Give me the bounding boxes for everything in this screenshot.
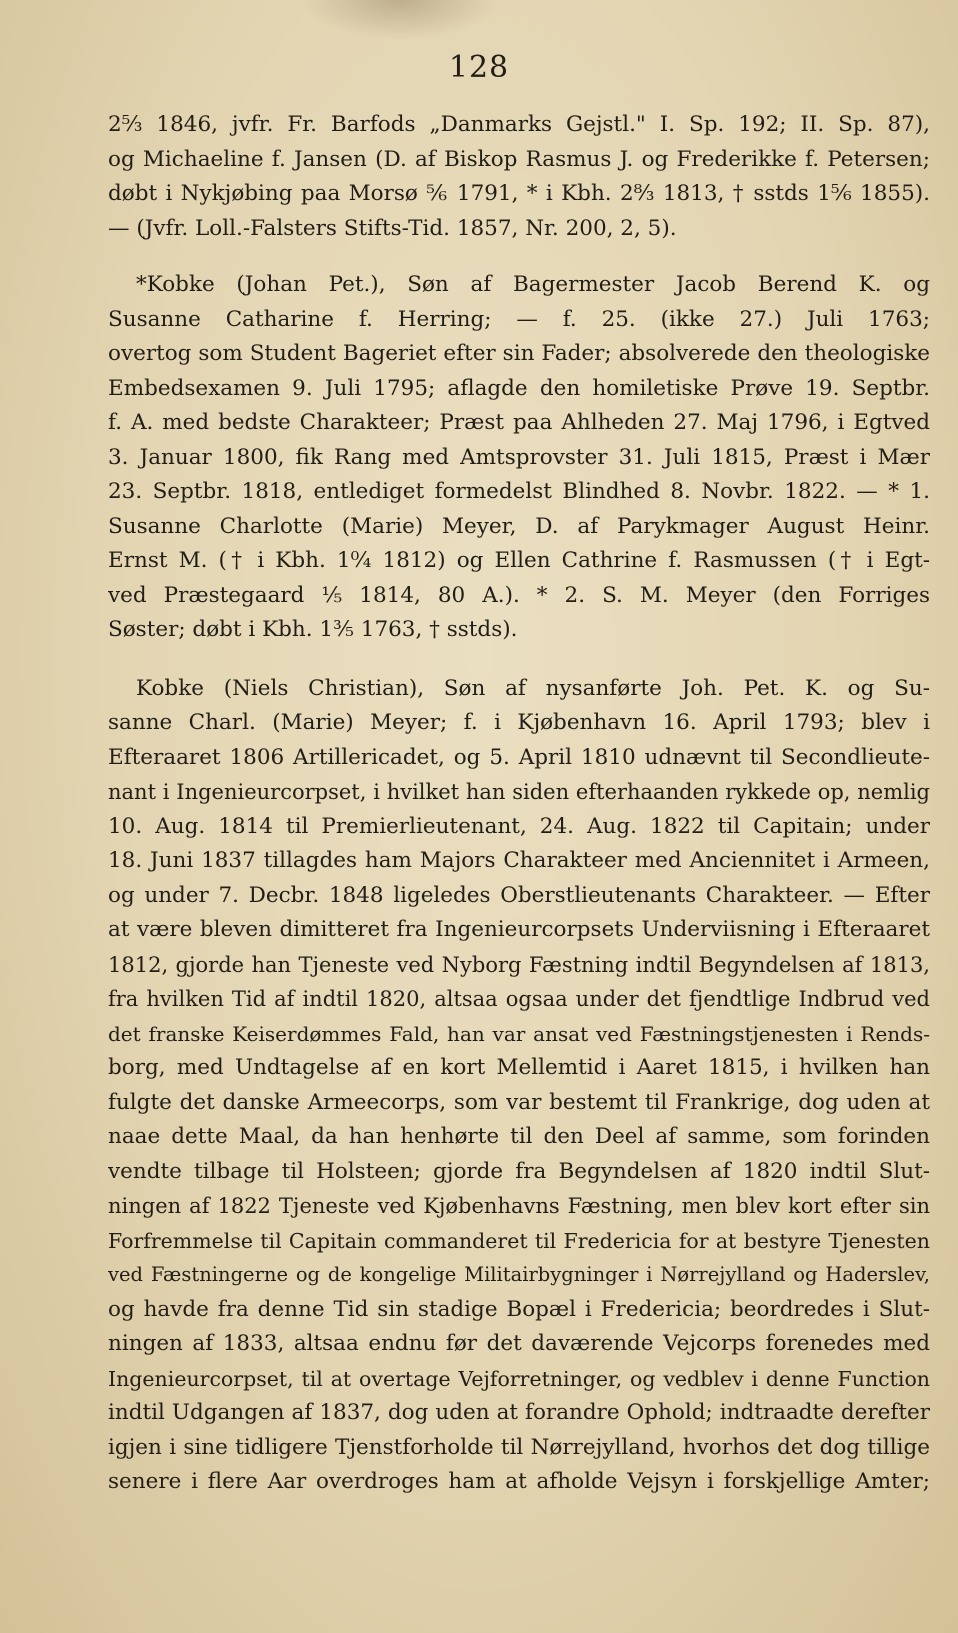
binding-shadow bbox=[300, 0, 500, 40]
page-text bbox=[108, 108, 930, 1500]
text-line: vendte tilbage til Holsteen; gjorde fra Begyndelsen af 1820 indtil Slut- bbox=[108, 1158, 930, 1184]
text-line: og havde fra denne Tid sin stadige Bopæl i Fredericia; beordredes i Slut- bbox=[108, 1296, 930, 1322]
text-line: 1812, gjorde han Tjeneste ved Nyborg Fæstning indtil Begyndelsen af 1813, bbox=[108, 952, 930, 977]
text-line: overtog som Student Bageriet efter sin Fader; absolverede den theologiske bbox=[108, 341, 930, 366]
text-line: døbt i Nykjøbing paa Morsø ⅚ 1791, * i Kbh. 2⁸⁄₃ 1813, † sstds 1⁵⁄₆ 1855). bbox=[108, 181, 930, 206]
text-line: Efteraaret 1806 Artillericadet, og 5. April 1810 udnævnt til Secondlieute- bbox=[108, 744, 930, 770]
entry-kobke-johan-pet bbox=[108, 268, 930, 648]
text-line: fra hvilken Tid af indtil 1820, altsaa ogsaa under det fjendtlige Indbrud ved bbox=[108, 987, 930, 1011]
text-line: Ingenieurcorpset, til at overtage Vejforretninger, og vedblev i denne Function bbox=[108, 1366, 930, 1391]
entry-kobke-niels-christian bbox=[108, 672, 930, 1500]
text-line: at være bleven dimitteret fra Ingenieurcorpsets Underviisning i Efteraaret bbox=[108, 917, 930, 942]
text-line: nant i Ingenieurcorpset, i hvilket han siden efterhaanden rykkede op, nemlig bbox=[108, 780, 930, 804]
entry-heading-line: *Kobke (Johan Pet.), Søn af Bagermester Jacob Berend K. og bbox=[136, 272, 930, 297]
text-line: ningen af 1822 Tjeneste ved Kjøbenhavns Fæstning, men blev kort efter sin bbox=[108, 1194, 930, 1218]
text-line: sanne Charl. (Marie) Meyer; f. i Kjøbenhavn 16. April 1793; blev i bbox=[108, 710, 930, 735]
text-line: og under 7. Decbr. 1848 ligeledes Oberstlieutenants Charakteer. — Efter bbox=[108, 882, 930, 908]
text-line: — (Jvfr. Loll.-Falsters Stifts-Tid. 1857, Nr. 200, 2, 5). bbox=[108, 215, 677, 241]
text-line: senere i flere Aar overdroges ham at afholde Vejsyn i forskjellige Amter; bbox=[108, 1469, 930, 1494]
text-line: borg, med Undtagelse af en kort Mellemtid i Aaret 1815, i hvilken han bbox=[108, 1055, 930, 1080]
text-line: og Michaeline f. Jansen (D. af Biskop Rasmus J. og Frederikke f. Petersen; bbox=[108, 146, 930, 172]
text-line: Søster; døbt i Kbh. 1³⁄₅ 1763, † sstds). bbox=[108, 617, 518, 642]
text-line: 23. Septbr. 1818, entlediget formedelst Blindhed 8. Novbr. 1822. — * 1. bbox=[108, 479, 930, 504]
text-line: det franske Keiserdømmes Fald, han var ansat ved Fæstningstjenesten i Rends- bbox=[108, 1021, 930, 1046]
text-line: ved Fæstningerne og de kongelige Militairbygninger i Nørrejylland og Haderslev, bbox=[108, 1263, 930, 1286]
text-line: f. A. med bedste Charakteer; Præst paa Ahlheden 27. Maj 1796, i Egtved bbox=[108, 410, 930, 435]
text-line: Ernst M. († i Kbh. 1⁰⁄₄ 1812) og Ellen Cathrine f. Rasmussen († i Egt- bbox=[108, 548, 930, 573]
entry-heading-line: Kobke (Niels Christian), Søn af nysanførte Joh. Pet. K. og Su- bbox=[136, 675, 930, 701]
text-line: Susanne Charlotte (Marie) Meyer, D. af Parykmager August Heinr. bbox=[108, 513, 930, 539]
text-line: Susanne Catharine f. Herring; — f. 25. (ikke 27.) Juli 1763; bbox=[108, 306, 930, 332]
text-line: 18. Juni 1837 tillagdes ham Majors Charakteer med Anciennitet i Armeen, bbox=[108, 848, 930, 873]
text-line: igjen i sine tidligere Tjenstforholde til Nørrejylland, hvorhos det dog tillige bbox=[108, 1434, 930, 1460]
text-line: ved Præstegaard ⅕ 1814, 80 A.). * 2. S. M. Meyer (den Forriges bbox=[108, 582, 930, 608]
page-number: 128 bbox=[448, 50, 510, 85]
text-line: 3. Januar 1800, fik Rang med Amtsprovster 31. Juli 1815, Præst i Mær bbox=[108, 444, 930, 470]
text-line: fulgte det danske Armeecorps, som var bestemt til Frankrige, dog uden at bbox=[108, 1089, 930, 1115]
text-line: 10. Aug. 1814 til Premierlieutenant, 24. Aug. 1822 til Capitain; under bbox=[108, 813, 930, 839]
text-line: ningen af 1833, altsaa endnu før det daværende Vejcorps forenedes med bbox=[108, 1331, 930, 1356]
text-line: Forfremmelse til Capitain commanderet til Fredericia for at bestyre Tjenesten bbox=[108, 1228, 930, 1253]
text-line: Embedsexamen 9. Juli 1795; aflagde den homiletiske Prøve 19. Septbr. bbox=[108, 375, 930, 401]
text-line: naae dette Maal, da han henhørte til den Deel af samme, som forinden bbox=[108, 1124, 930, 1149]
text-line: indtil Udgangen af 1837, dog uden at forandre Ophold; indtraadte derefter bbox=[108, 1400, 930, 1425]
entry-continuation bbox=[108, 108, 930, 246]
text-line: 2⁵⁄₃ 1846, jvfr. Fr. Barfods „Danmarks Gejstl." I. Sp. 192; II. Sp. 87), bbox=[108, 112, 930, 137]
